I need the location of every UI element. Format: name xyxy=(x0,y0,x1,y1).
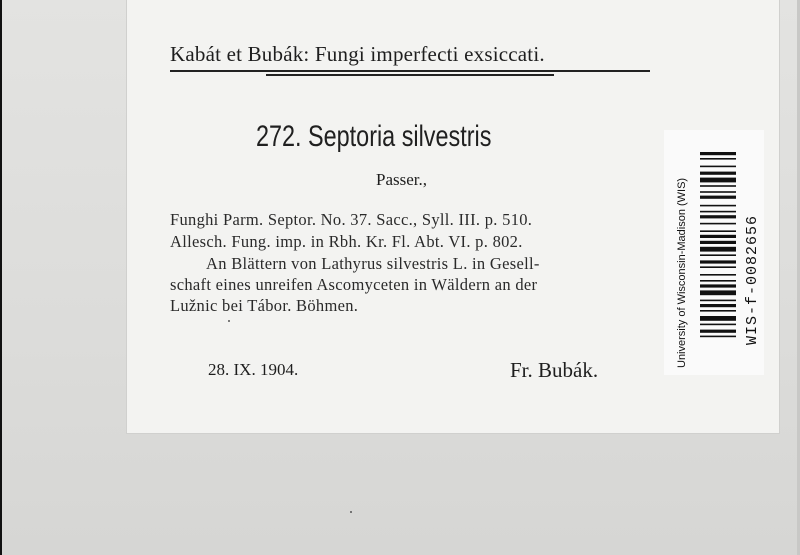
ink-speck xyxy=(228,320,230,322)
habitat-line-1: An Blättern von Lathyrus silvestris L. in Gesell- xyxy=(206,254,540,273)
series-header: Kabát et Bubák: Fungi imperfecti exsiccati. xyxy=(170,42,545,66)
catalog-number: WIS-f-0082656 xyxy=(744,214,761,345)
locality-line: Lužnic bei Tábor. Böhmen. xyxy=(170,296,359,315)
citation-line-2: Allesch. Fung. imp. in Rbh. Kr. Fl. Abt. VI. p. 802. xyxy=(170,232,523,251)
collector-name: Fr. Bubák. xyxy=(510,358,599,382)
sheet-left-edge xyxy=(0,0,2,555)
citation-line-1: Funghi Parm. Septor. No. 37. Sacc., Syll. III. p. 510. xyxy=(170,210,533,229)
collection-date: 28. IX. 1904. xyxy=(208,360,299,379)
header-rule-long xyxy=(170,70,650,72)
header-rule-short xyxy=(266,74,554,76)
specimen-title: 272. Septoria silvestris xyxy=(256,120,492,153)
habitat-line-2: schaft eines unreifen Ascomyceten in Wäldern an der xyxy=(170,275,538,294)
barcode-graphic xyxy=(700,152,736,366)
ink-speck xyxy=(350,511,352,513)
specimen-author: Passer., xyxy=(376,170,427,189)
institution-name: University of Wisconsin-Madison (WIS) xyxy=(676,177,688,368)
